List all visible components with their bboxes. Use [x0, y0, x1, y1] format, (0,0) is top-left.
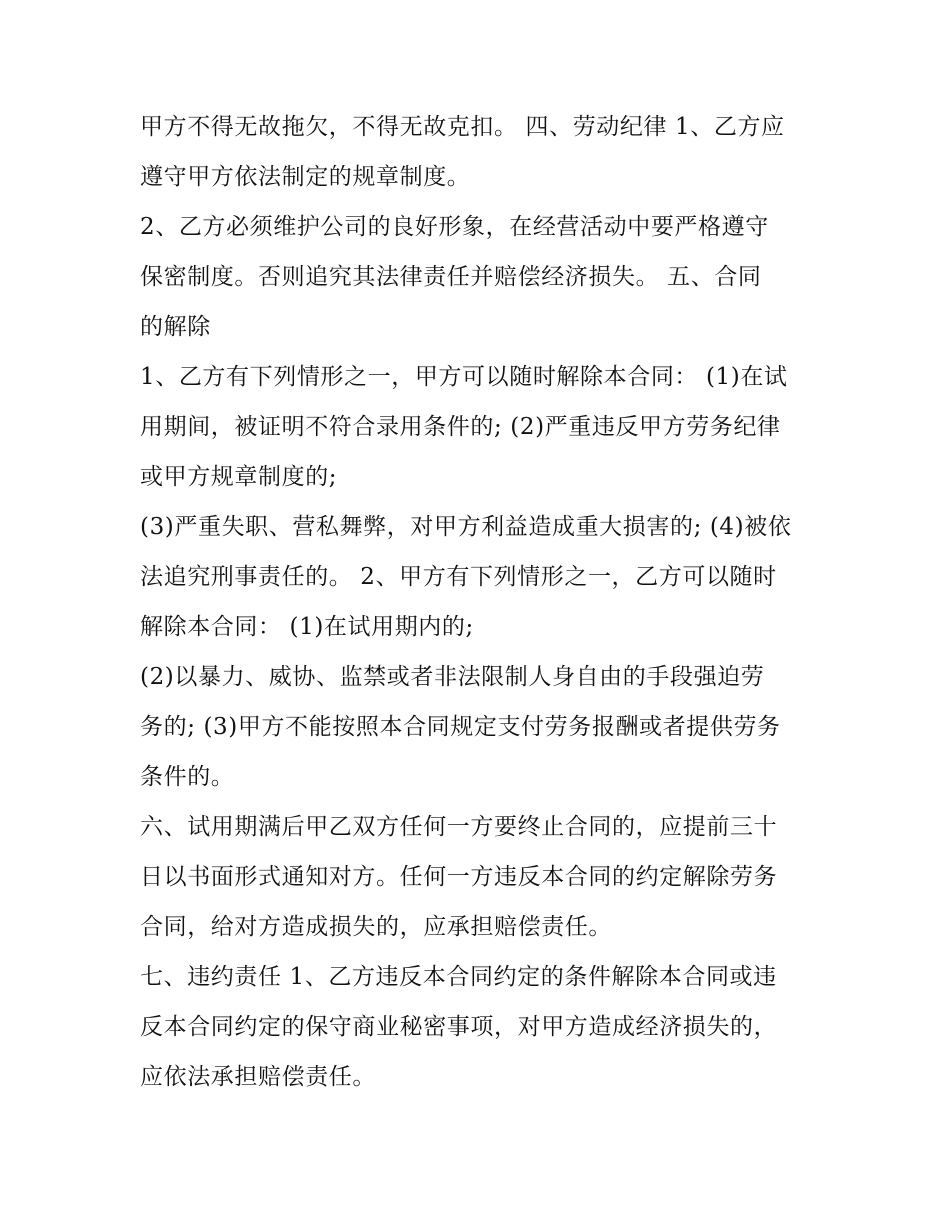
- text-line: 应依法承担赔偿责任。: [140, 1064, 376, 1090]
- text-line: 合同，给对方造成损失的，应承担赔偿责任。: [140, 914, 612, 940]
- text-line: 六、试用期满后甲乙双方任何一方要终止合同的，应提前三十: [140, 814, 778, 840]
- text-line: (2)以暴力、威协、监禁或者非法限制人身自由的手段强迫劳: [140, 664, 765, 690]
- text-line: 法追究刑事责任的。 2、甲方有下列情形之一，乙方可以随时: [140, 564, 777, 590]
- text-line: 务的; (3)甲方不能按照本合同规定支付劳务报酬或者提供劳务: [140, 714, 781, 740]
- text-line: 1、乙方有下列情形之一，甲方可以随时解除本合同： (1)在试: [140, 364, 788, 390]
- text-line: 解除本合同： (1)在试用期内的;: [140, 614, 474, 640]
- text-line: 或甲方规章制度的;: [140, 464, 338, 490]
- text-line: 日以书面形式通知对方。任何一方违反本合同的约定解除劳务: [140, 864, 778, 890]
- text-line: 条件的。: [140, 764, 235, 790]
- text-line: 保密制度。否则追究其法律责任并赔偿经济损失。 五、合同: [140, 264, 762, 290]
- document-body: [140, 102, 820, 1102]
- text-line: 遵守甲方依法制定的规章制度。: [140, 164, 471, 190]
- text-line: 七、违约责任 1、乙方违反本合同约定的条件解除本合同或违: [140, 964, 777, 990]
- text-line: 2、乙方必须维护公司的良好形象，在经营活动中要严格遵守: [140, 214, 769, 240]
- text-line: 反本合同约定的保守商业秘密事项，对甲方造成经济损失的，: [140, 1014, 778, 1040]
- text-line: 的解除: [140, 314, 211, 340]
- text-line: (3)严重失职、营私舞弊，对甲方利益造成重大损害的; (4)被依: [140, 514, 792, 540]
- text-line: 用期间，被证明不符合录用条件的; (2)严重违反甲方劳务纪律: [140, 414, 781, 440]
- text-line: 甲方不得无故拖欠，不得无故克扣。 四、劳动纪律 1、乙方应: [140, 114, 785, 140]
